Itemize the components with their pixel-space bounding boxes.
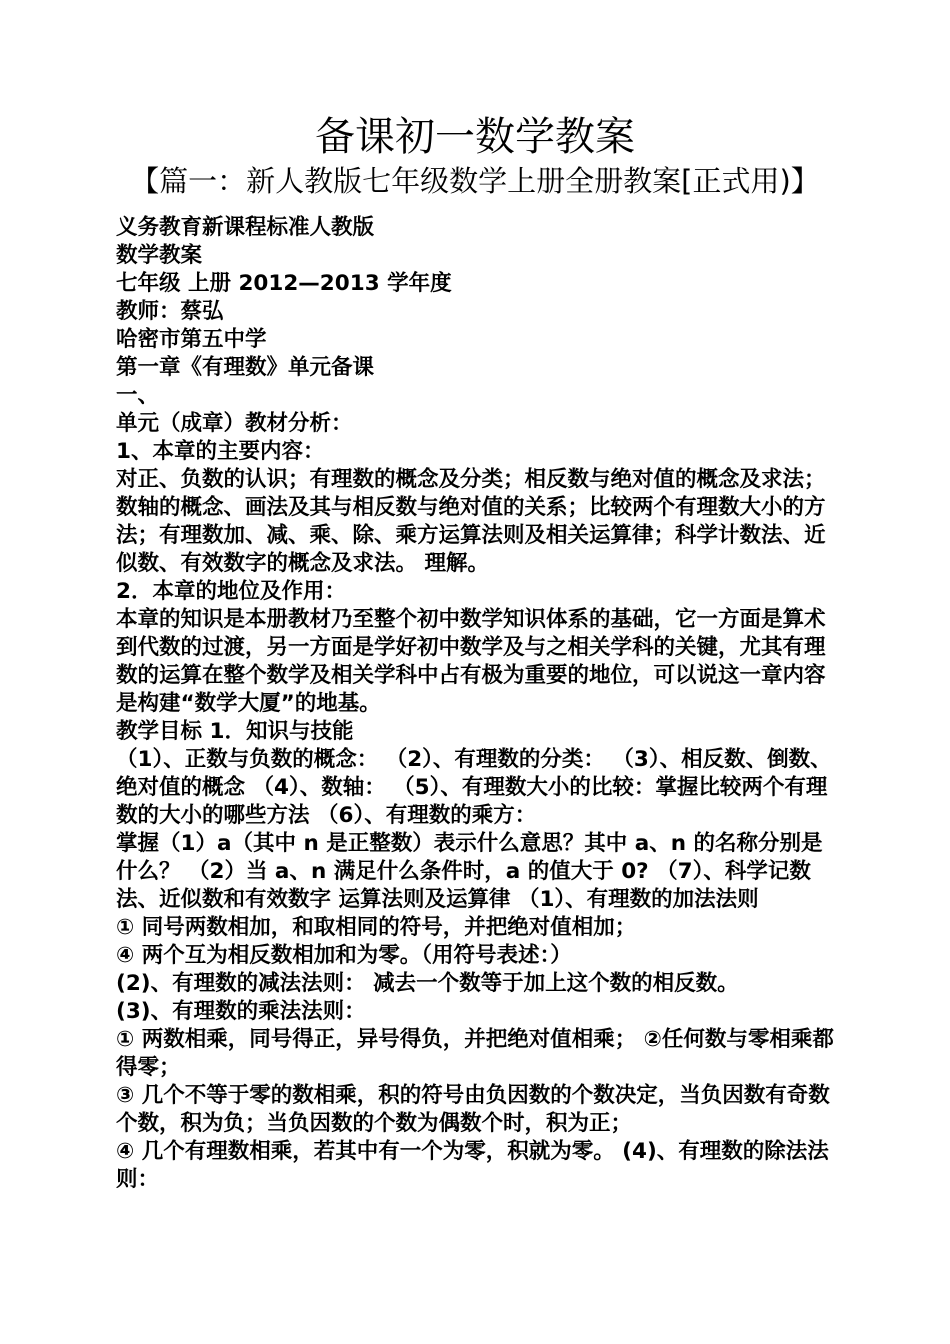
chapter-heading: 第一章《有理数》单元备课: [116, 355, 375, 380]
rule-heading: (3)、有理数的乘法法则：: [116, 999, 366, 1024]
rule-item: ④ 几个有理数相乘，若其中有一个为零，积就为零。 (4)、有理数的除法法则：: [116, 1139, 829, 1192]
paragraph-power: 掌握（1）a（其中 n 是正整数）表示什么意思？其中 a、n 的名称分别是什么？ （2）当 a、n 满足什么条件时，a 的值大于 0? （7）、科学记数法、近似数和有效数字 运算法则及运算律 （1）、有理数的加法法则: [116, 831, 823, 912]
document-title: 备课初一数学教案: [315, 114, 635, 160]
header-line: 教师：蔡弘: [116, 299, 224, 324]
header-line: 哈密市第五中学: [116, 327, 267, 352]
section-number: 一、: [116, 383, 160, 408]
subsection-heading: 2．本章的地位及作用：: [116, 579, 346, 604]
rule-item: ① 同号两数相加，和取相同的符号，并把绝对值相加；: [116, 915, 637, 940]
rule-item: (2)、有理数的减法法则： 减去一个数等于加上这个数的相反数。: [116, 971, 739, 996]
rule-item: ④ 两个互为相反数相加和为零。（用符号表述：）: [116, 943, 572, 968]
section-heading: 单元（成章）教材分析：: [116, 411, 353, 436]
rule-item: ③ 几个不等于零的数相乘，积的符号由负因数的个数决定，当负因数有奇数个数，积为负；当负因数的个数为偶数个时，积为正；: [116, 1083, 830, 1136]
rule-item: ① 两数相乘，同号得正，异号得负，并把绝对值相乘； ②任何数与零相乘都得零；: [116, 1027, 834, 1080]
document-body: [116, 214, 838, 1194]
paragraph-main-content: 对正、负数的认识；有理数的概念及分类；相反数与绝对值的概念及求法；数轴的概念、画法及其与相反数与绝对值的关系；比较两个有理数大小的方法；有理数加、减、乘、除、乘方运算法则及相关运算律；科学计数法、近似数、有效数字的概念及求法。 理解。: [116, 467, 826, 576]
paragraph-objectives: （1）、正数与负数的概念： （2）、有理数的分类： （3）、相反数、倒数、绝对值的概念 （4）、数轴： （5）、有理数大小的比较：掌握比较两个有理数的大小的哪些方法 （6）、有理数的乘方：: [116, 747, 832, 828]
subsection-heading: 教学目标 1．知识与技能: [116, 719, 354, 744]
header-line: 义务教育新课程标准人教版: [116, 215, 375, 240]
document-subtitle: 【篇一：新人教版七年级数学上册全册教案[正式用)】: [130, 164, 820, 198]
header-line: 七年级 上册 2012—2013 学年度: [116, 271, 452, 296]
header-line: 数学教案: [116, 243, 203, 268]
paragraph-role: 本章的知识是本册教材乃至整个初中数学知识体系的基础，它一方面是算术到代数的过渡，另一方面是学好初中数学及与之相关学科的关键，尤其有理数的运算在整个数学及相关学科中占有极为重要的地位，可以说这一章内容是构建“数学大厦”的地基。: [116, 607, 826, 716]
subsection-heading: 1、本章的主要内容：: [116, 439, 325, 464]
